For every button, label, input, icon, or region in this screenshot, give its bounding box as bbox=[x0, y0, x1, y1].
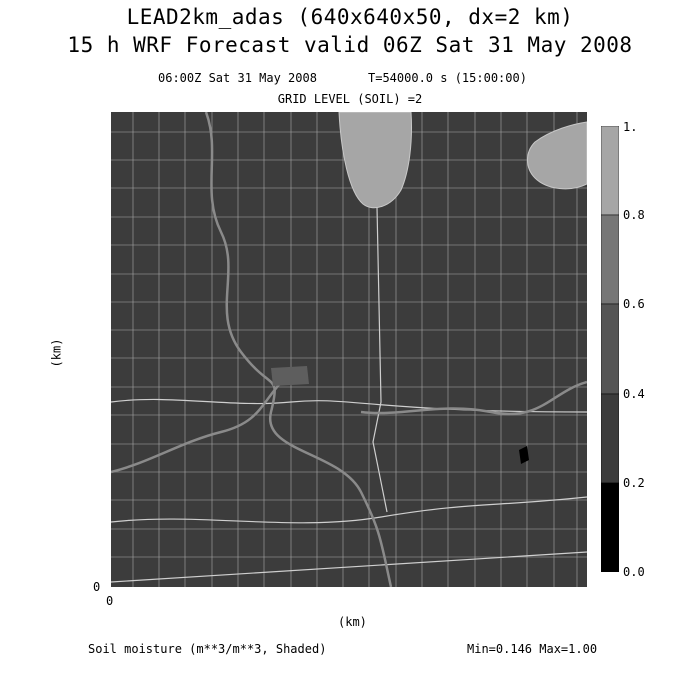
y-origin-label: 0 bbox=[93, 580, 101, 594]
variable-label: Soil moisture (m**3/m**3, Shaded) bbox=[88, 642, 327, 656]
x-axis-label: (km) bbox=[338, 615, 367, 629]
legend-tick-0.4: 0.4 bbox=[623, 387, 645, 401]
legend-tick-0.0: 0.0 bbox=[623, 565, 645, 579]
legend-band-0.0-0.2 bbox=[601, 483, 619, 572]
plot-title-line2: 15 h WRF Forecast valid 06Z Sat 31 May 2008 bbox=[67, 33, 633, 57]
grid-level-label: GRID LEVEL (SOIL) =2 bbox=[277, 92, 423, 106]
legend-band-0.8-1.0 bbox=[601, 126, 619, 215]
legend-tick-0.6: 0.6 bbox=[623, 297, 645, 311]
y-axis-label: (km) bbox=[49, 338, 64, 368]
valid-time-label: 06:00Z Sat 31 May 2008 bbox=[158, 71, 317, 85]
legend-tick-0.2: 0.2 bbox=[623, 476, 645, 490]
legend-band-0.2-0.4 bbox=[601, 394, 619, 483]
wet-patch bbox=[271, 366, 309, 386]
forecast-seconds-label: T=54000.0 s (15:00:00) bbox=[368, 71, 527, 85]
min-max-label: Min=0.146 Max=1.00 bbox=[467, 642, 598, 656]
soil-moisture-map bbox=[111, 112, 587, 587]
legend-tick-1: 1. bbox=[623, 120, 638, 134]
color-legend bbox=[601, 126, 619, 572]
legend-band-0.4-0.6 bbox=[601, 304, 619, 394]
legend-tick-0.8: 0.8 bbox=[623, 208, 645, 222]
legend-band-0.6-0.8 bbox=[601, 215, 619, 304]
map-background bbox=[111, 112, 587, 587]
x-origin-label: 0 bbox=[106, 594, 114, 608]
plot-title-line1: LEAD2km_adas (640x640x50, dx=2 km) bbox=[126, 5, 574, 29]
